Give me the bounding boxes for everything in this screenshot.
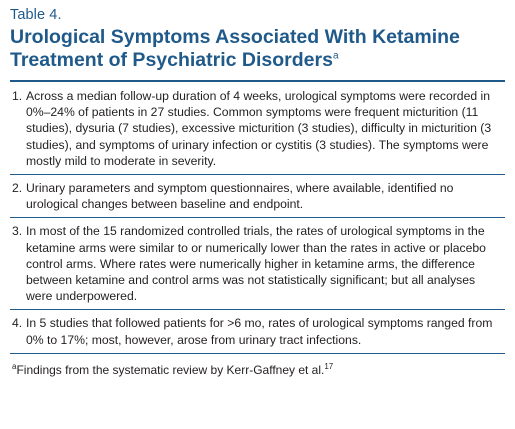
- finding-text: In 5 studies that followed patients for >6 mo, rates of urological symptoms ranged from 0% to 17%; most, however, arose from urinary tract infections.: [26, 316, 493, 347]
- finding-number: 1.: [12, 89, 23, 103]
- footnote: [10, 362, 505, 378]
- finding-number: 4.: [12, 316, 23, 331]
- finding-item-3: [10, 218, 505, 310]
- title-footnote-marker: a: [332, 50, 339, 62]
- finding-text: In most of the 15 randomized controlled trials, the rates of urological symptoms in the ketamine arms were similar to or numerically lower than the rates in active or placebo control arms. Where rates were numerically higher in ketamine arms, the difference between ketamine and control arms was not statistically significant; but all analyses were underpowered.: [26, 224, 486, 304]
- footnote-marker: a: [12, 361, 17, 371]
- finding-text: Urinary parameters and symptom questionnaires, where available, identified no urological changes between baseline and endpoint.: [26, 181, 454, 212]
- findings-list: [10, 82, 505, 354]
- finding-item-4: [10, 310, 505, 353]
- footnote-text: Findings from the systematic review by Kerr-Gaffney et al.: [16, 362, 325, 377]
- finding-item-2: [10, 175, 505, 218]
- table-title-text: Urological Symptoms Associated With Ketamine Treatment of Psychiatric Disorders: [10, 26, 460, 71]
- table-title: [10, 26, 505, 72]
- table-label: Table 4.: [10, 7, 62, 23]
- finding-item-1: [10, 82, 505, 175]
- footnote-reference: 17: [324, 361, 334, 371]
- finding-number: 2.: [12, 181, 23, 196]
- finding-number: 3.: [12, 224, 23, 239]
- finding-text: Across a median follow-up duration of 4 weeks, urological symptoms were recorded in 0%–24% of patients in 27 studies. Common symptoms were frequent micturition (11 studies), dysuria (7 studies), excessive micturition (3 studies), difficulty in micturition (3 studies), and symptoms of urinary infection or cystitis (3 studies). The symptoms were mostly mild to moderate in severity.: [26, 89, 492, 168]
